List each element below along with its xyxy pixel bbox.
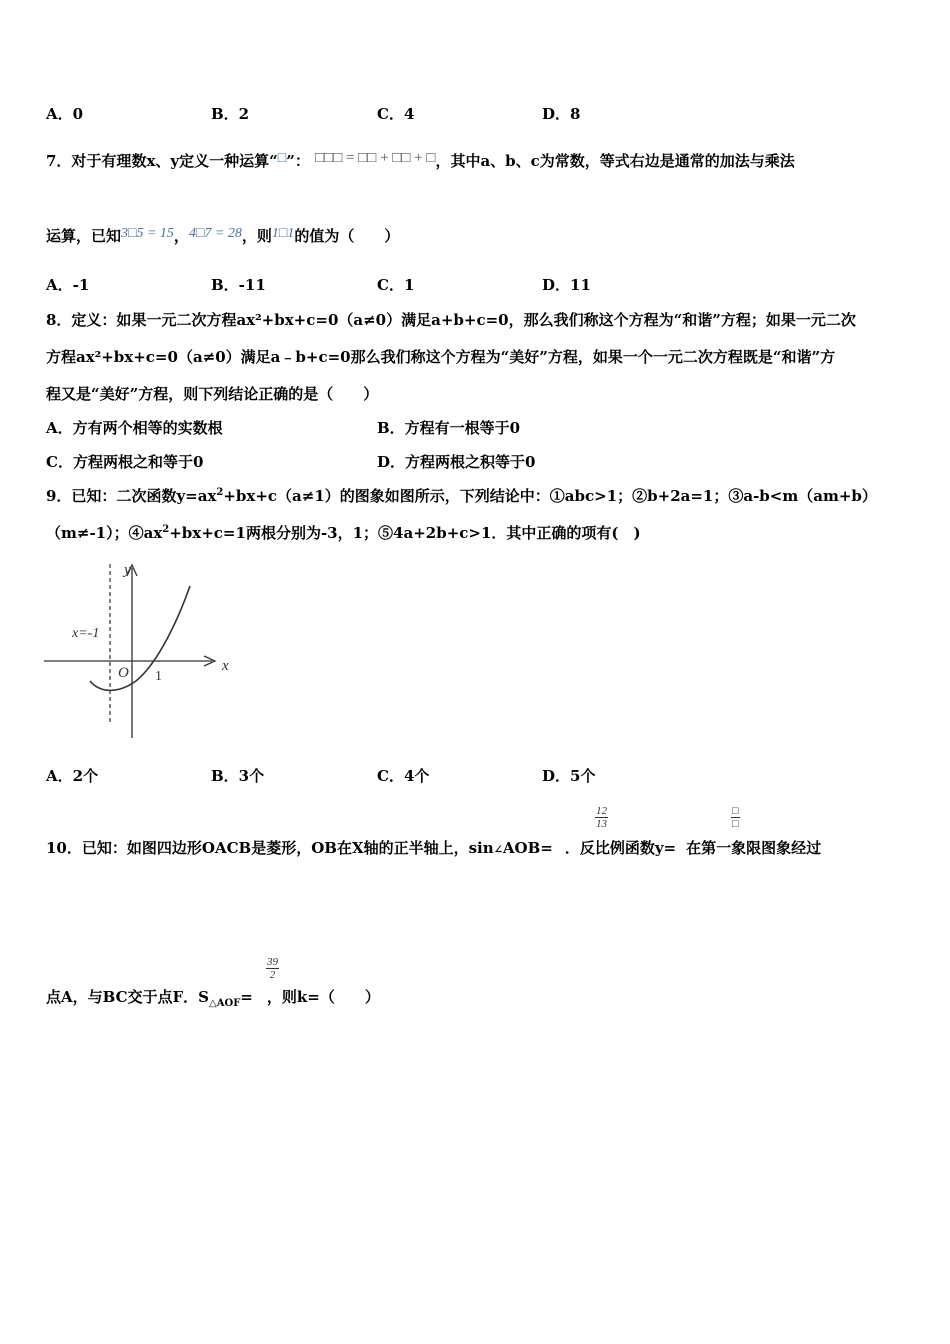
q7-prefix: 7．对于有理数x、y定义一种运算“ xyxy=(46,152,278,170)
q10-sub: △AOF xyxy=(209,998,241,1009)
q9-parabola-figure xyxy=(40,560,240,745)
q7-mid: ”： xyxy=(286,152,310,170)
q8-option-b: B．方程有一根等于0 xyxy=(377,419,521,437)
parabola-curve xyxy=(90,586,190,690)
q10-line2-c: ，则k=（ ） xyxy=(266,988,380,1006)
q7-line2-prefix: 运算，已知 xyxy=(46,227,122,245)
q10-frac1-num: 12 xyxy=(596,805,607,817)
q8-line1: 8．定义：如果一元二次方程ax²+bx+c=0（a≠0）满足a+b+c=0，那么我们称这个方程为“和谐”方程；如果一元二次 xyxy=(46,311,856,329)
q7-option-c: C．1 xyxy=(377,276,415,294)
q10-line1-a: 10．已知：如图四边形OACB是菱形，OB在X轴的正半轴上，sin xyxy=(46,839,494,857)
q7-sep: ， xyxy=(173,227,189,245)
q9-line1 xyxy=(46,485,877,506)
q10-line2 xyxy=(46,986,380,1007)
y-label: y xyxy=(124,562,131,578)
q9-line1-b: +bx+c（a≠1）的图象如图所示，下列结论中：①abc>1；②b+2a=1；③a-b<m（am+b） xyxy=(223,487,877,505)
q10-frac3-num: 39 xyxy=(267,956,278,968)
q7-definition-formula: □□□ = □□ + □□ + □ xyxy=(315,150,436,166)
q10-frac1-den: 13 xyxy=(596,818,607,830)
q8-option-c: C．方程两根之和等于0 xyxy=(46,453,204,471)
q8-option-a: A．方有两个相等的实数根 xyxy=(46,419,223,437)
q7-option-a: A．-1 xyxy=(46,276,90,294)
q9-line2-b: +bx+c=1两根分别为-3，1；⑤4a+2b+c>1．其中正确的项有( ) xyxy=(169,524,641,542)
one-label: 1 xyxy=(155,669,162,684)
q6-option-c: C．4 xyxy=(377,105,415,123)
q9-option-d: D．5个 xyxy=(542,767,596,785)
q7-option-d: D．11 xyxy=(542,276,591,294)
q7-line2 xyxy=(46,225,399,246)
q10-line1 xyxy=(46,837,821,858)
q10-line1-d: 在第一象限图象经过 xyxy=(686,839,822,857)
q10-frac2-den: □ xyxy=(732,818,739,830)
q6-option-b: B．2 xyxy=(211,105,250,123)
q10-line1-c: ．反比例函数y= xyxy=(564,839,677,857)
q7-line1 xyxy=(46,150,795,171)
x-label: x xyxy=(222,658,229,674)
q9-sup1: 2 xyxy=(216,487,224,498)
q9-option-c: C．4个 xyxy=(377,767,430,785)
origin-label: O xyxy=(118,665,129,681)
q10-line1-b: AOB= xyxy=(502,839,553,857)
q9-sup2: 2 xyxy=(162,524,170,535)
q9-option-a: A．2个 xyxy=(46,767,99,785)
q10-line2-b: = xyxy=(240,988,253,1006)
q9-option-b: B．3个 xyxy=(211,767,265,785)
q9-line1-a: 9．已知：二次函数y=ax xyxy=(46,487,217,505)
q8-option-d: D．方程两根之积等于0 xyxy=(377,453,536,471)
q7-option-b: B．-11 xyxy=(211,276,266,294)
q10-frac2-num: □ xyxy=(732,805,739,817)
q8-line2: 方程ax²+bx+c=0（a≠0）满足a﹣b+c=0那么我们称这个方程为“美好”方程，如果一个一元二次方程既是“和谐”方 xyxy=(46,348,836,366)
q8-line3: 程又是“美好”方程，则下列结论正确的是（ ） xyxy=(46,385,379,403)
q7-then: ，则 xyxy=(241,227,272,245)
q10-frac3-den: 2 xyxy=(269,969,276,981)
q7-operator-symbol: □ xyxy=(277,151,287,166)
q6-option-a: A．0 xyxy=(46,105,84,123)
q9-line2-a: （m≠-1）；④ax xyxy=(46,524,163,542)
axis-label: x=-1 xyxy=(72,626,100,641)
q7-suffix: ，其中a、b、c为常数，等式右边是通常的加法与乘法 xyxy=(435,152,795,170)
q7-line2-suffix: 的值为（ ） xyxy=(294,227,400,245)
q7-ask: 1□1 xyxy=(271,226,295,241)
q6-option-d: D．8 xyxy=(542,105,581,123)
q7-given2: 4□7 = 28 xyxy=(188,226,242,241)
q10-fraction-area xyxy=(266,956,279,981)
q10-line2-a: 点A，与BC交于点F．S xyxy=(46,988,210,1006)
q9-line2 xyxy=(46,522,641,543)
q10-angle: ∠ xyxy=(493,843,503,856)
q10-fraction-sin xyxy=(595,805,608,830)
q10-fraction-k xyxy=(731,805,740,830)
q7-given1: 3□5 = 15 xyxy=(121,226,174,241)
